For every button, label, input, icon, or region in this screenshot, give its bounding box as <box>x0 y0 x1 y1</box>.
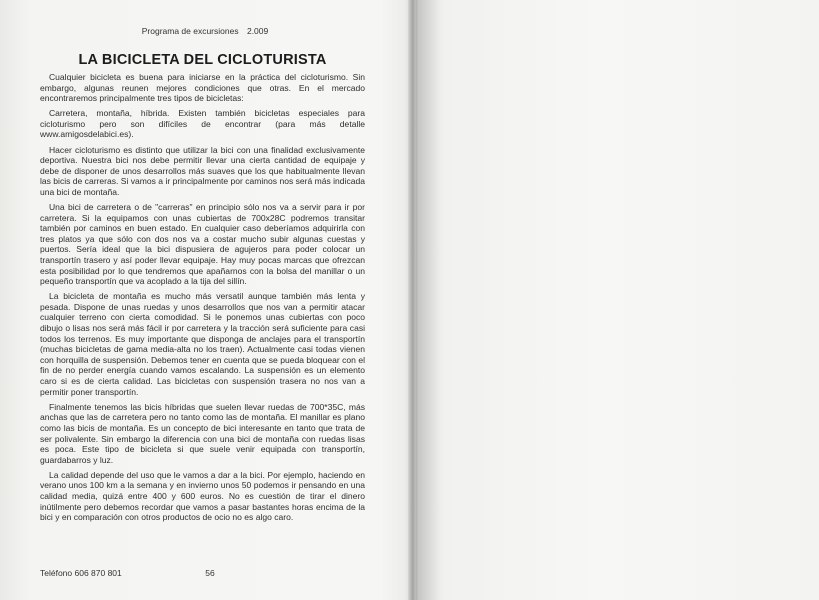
paragraph-montana: La bicicleta de montaña es mucho más versatil aunque también más lenta y pesada. Dispone de unas ruedas y unos desarrollos que nos van a permitir atacar cualquier terreno con cierta comodidad. Si le ponemos unas cubiertas con poco dibujo o lisas nos será más fácil ir por carretera y la tracción será suficiente para casi todos los terrenos. Es muy importante que disponga de anclajes para el transportín (muchas bicicletas de gama media-alta no los traen). Actualmente casi todas vienen con horquilla de suspensión. Debemos tener en cuenta que se pueda bloquear con el fin de no perder energía cuando vamos escalando. La suspensión es un elemento caro si es de cierta calidad. Las bicicletas con suspensión trasera no nos van a permitir poner transportín. <box>40 291 365 397</box>
running-header <box>0 26 410 36</box>
paragraph-hibridas: Finalmente tenemos las bicis híbridas que suelen llevar ruedas de 700*35C, más anchas que las de carretera pero no tanto como las de montaña. El manillar es plano como las bicis de montaña. Es un concepto de bici interesante en tanto que trata de ser polivalente. Sin embargo la diferencia con una bici de montaña con ruedas lisas es poca. Este tipo de bicicleta si que suele venir equipada con transportín, guardabarros y luz. <box>40 401 365 465</box>
header-label: Programa de excursiones <box>141 26 239 36</box>
page-title: LA BICICLETA DEL CICLOTURISTA <box>78 52 327 68</box>
gutter-shadow <box>416 0 446 600</box>
page-number: 56 <box>205 568 215 578</box>
paragraph-calidad: La calidad depende del uso que le vamos a dar a la bici. Por ejemplo, haciendo en verano unos 100 km a la semana y en invierno unos 50 podemos ir pensando en una calidad media, quizá entre 400 y 600 euros. No es cuestión de tirar el dinero inútilmente pero debemos recordar que vamos a pasar bastantes horas encima de la bici y en comparación con otros productos de ocio no es algo caro. <box>40 469 365 523</box>
footer-phone: Teléfono 606 870 801 <box>40 568 122 578</box>
article-body <box>40 72 365 527</box>
paragraph-carretera: Una bici de carretera o de "carreras" en principio sólo nos va a servir para ir por carretera. Si la equipamos con unas cubiertas de 700x28C podremos transitar también por caminos en buen estado. En cualquier caso deberíamos adquirirla con tres platos ya que sólo con dos nos va a costar mucho subir algunas cuestas y puertos. Sería ideal que la bici dispusiera de agujeros para poder colocar un transportín trasero y así poder llevar equipaje. Hay muy pocas marcas que ofrezcan esta posibilidad por lo que tendremos que apañarnos con la bolsa del manillar o un pequeño transportín que va acoplado a la tija del sillín. <box>40 202 365 287</box>
paragraph-cicloturismo: Hacer cicloturismo es distinto que utilizar la bici con una finalidad exclusivamente deportiva. Nuestra bici nos debe permitir llevar una cierta cantidad de equipaje y debe de disponer de unos desarrollos más suaves que los que habitualmente llevan las bicis de carreras. Si vamos a ir principalmente por caminos nos será más indicada una bici de montaña. <box>40 144 365 197</box>
right-page-blank <box>416 0 819 600</box>
paragraph-types: Carretera, montaña, híbrida. Existen también bicicletas especiales para cicloturismo pero son difíciles de encontrar (para más detalle www.amigosdelabici.es). <box>40 108 365 140</box>
paragraph-intro: Cualquier bicicleta es buena para iniciarse en la práctica del cicloturismo. Sin embargo, algunas reunen mejores condiciones que otras. En el mercado encontraremos principalmente tres tipos de bicicletas: <box>40 72 365 104</box>
header-year: 2.009 <box>246 26 269 36</box>
